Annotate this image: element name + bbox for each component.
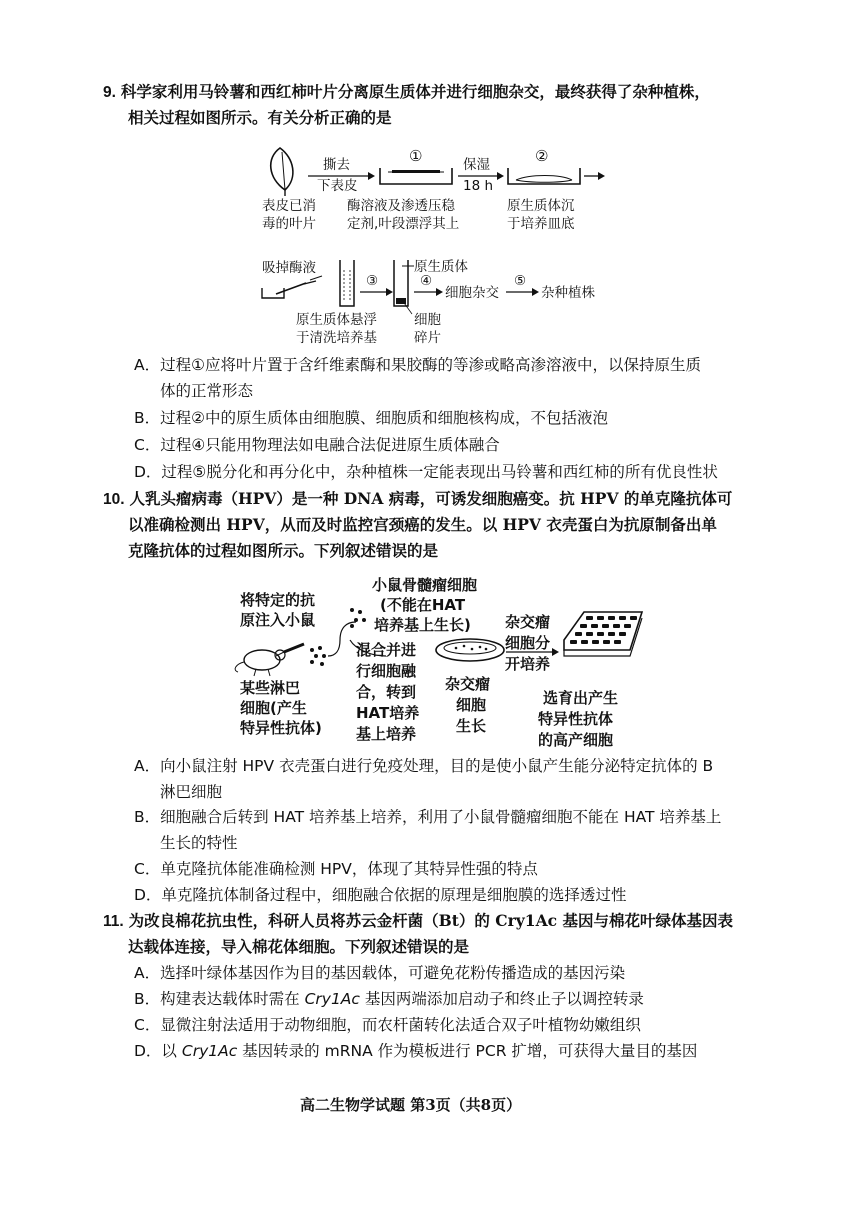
label-mix-4: HAT培养 <box>356 704 420 722</box>
q11-stem-line2: 达载体连接，导入棉花体细胞。下列叙述错误的是 <box>128 937 470 956</box>
label-lymph-3: 特异性抗体) <box>240 719 322 737</box>
label-select-1: 选育出产生 <box>543 689 619 707</box>
label-mix-2: 行细胞融 <box>356 662 417 680</box>
arrow2-bottom-label: 18 h <box>463 178 494 194</box>
myeloma-dots-icon <box>350 608 366 628</box>
label-sep-1: 杂交瘤 <box>505 613 551 631</box>
lymphocyte-dots-icon <box>310 646 326 666</box>
q11-option-d: D．以 Cry1Ac 基因转录的 mRNA 作为模板进行 PCR 扩增，可获得大量目的基因 <box>134 1042 698 1060</box>
label-float-2: 于清洗培养基 <box>296 330 377 346</box>
label-myeloma-2: (不能在HAT <box>380 596 466 614</box>
arrow2-top-label: 保湿 <box>463 157 490 173</box>
label-enzyme-1: 酶溶液及渗透压稳 <box>347 198 455 214</box>
q10-option-b-line1: B．细胞融合后转到 HAT 培养基上培养，利用了小鼠骨髓瘤细胞不能在 HAT 培养基上 <box>134 808 722 826</box>
label-myeloma-3: 培养基上生长) <box>374 616 471 634</box>
q9-number: 9. <box>103 84 116 101</box>
label-lymph-1: 某些淋巴 <box>240 679 301 697</box>
q10-option-a-line2: 淋巴细胞 <box>160 783 223 801</box>
label-leaf-2: 毒的叶片 <box>262 216 316 232</box>
label-hybrid-plant: 杂种植株 <box>541 285 595 301</box>
q11-option-c: C．显微注射法适用于动物细胞，而农杆菌转化法适合双子叶植物幼嫩组织 <box>134 1016 641 1034</box>
label-hybrid-1: 杂交瘤 <box>445 675 491 693</box>
q10-stem-line2: 以准确检测出 HPV，从而及时监控宫颈癌的发生。以 HPV 衣壳蛋白为抗原制备出单 <box>128 515 717 534</box>
label-sink-2: 于培养皿底 <box>507 216 575 232</box>
label-sink-1: 原生质体沉 <box>507 198 575 214</box>
circle-4-label: ④ <box>420 273 433 289</box>
circle-5-label: ⑤ <box>514 273 527 289</box>
q9-option-d: D．过程⑤脱分化和再分化中，杂种植株一定能表现出马铃薯和西红柿的所有优良性状 <box>134 463 718 481</box>
label-hybrid-3: 生长 <box>456 717 487 735</box>
label-fusion: 细胞杂交 <box>445 285 499 301</box>
mouse-icon <box>235 650 285 676</box>
q10-stem-line1: 10. 人乳头瘤病毒（HPV）是一种 DNA 病毒，可诱发细胞癌变。抗 HPV 的单克隆抗体可 <box>103 489 733 508</box>
q11-number: 11. <box>103 913 124 930</box>
q9-option-c: C．过程④只能用物理法如电融合法促进原生质体融合 <box>134 436 500 454</box>
petri-dish-icon <box>436 639 504 661</box>
q10-option-c: C．单克隆抗体能准确检测 HPV，体现了其特异性强的特点 <box>134 860 538 878</box>
q9-stem-line2: 相关过程如图所示。有关分析正确的是 <box>128 108 392 127</box>
label-myeloma-1: 小鼠骨髓瘤细胞 <box>372 576 478 594</box>
q10-stem-line3: 克隆抗体的过程如图所示。下列叙述错误的是 <box>128 541 439 560</box>
q10-option-a-line1: A．向小鼠注射 HPV 衣壳蛋白进行免疫处理，目的是使小鼠产生能分泌特定抗体的 B <box>134 757 714 775</box>
label-float-1: 原生质体悬浮 <box>296 312 377 328</box>
q11-stem-line1: 11. 为改良棉花抗虫性，科研人员将苏云金杆菌（Bt）的 Cry1Ac 基因与棉花叶绿体基因表 <box>103 911 733 930</box>
label-inject-2: 原注入小鼠 <box>240 611 316 629</box>
label-enzyme-2: 定剂,叶段漂浮其上 <box>347 216 460 232</box>
arrow1-top-label: 撕去 <box>323 157 350 173</box>
label-mix-3: 合，转到 <box>356 683 417 701</box>
q10-option-b-line2: 生长的特性 <box>160 834 238 852</box>
label-lymph-2: 细胞(产生 <box>240 699 307 717</box>
circle-2-label: ② <box>535 147 549 165</box>
label-suck-enzyme: 吸掉酶液 <box>262 260 316 276</box>
label-mix-5: 基上培养 <box>356 725 417 743</box>
label-select-3: 的高产细胞 <box>538 731 614 749</box>
label-inject-1: 将特定的抗 <box>240 591 316 609</box>
label-mix-1: 混合并进 <box>356 641 417 659</box>
label-hybrid-2: 细胞 <box>456 696 487 714</box>
circle-1-label: ① <box>409 147 423 165</box>
page-footer: 高二生物学试题 第3页（共8页） <box>300 1096 522 1114</box>
q11-option-b: B．构建表达载体时需在 Cry1Ac 基因两端添加启动子和终止子以调控转录 <box>134 990 644 1008</box>
q11-option-a: A．选择叶绿体基因作为目的基因载体，可避免花粉传播造成的基因污染 <box>134 964 626 982</box>
q9-option-b: B．过程②中的原生质体由细胞膜、细胞质和细胞核构成，不包括液泡 <box>134 409 609 427</box>
label-debris-1: 细胞 <box>414 312 441 328</box>
arrow1-bottom-label: 下表皮 <box>317 178 358 194</box>
label-debris-2: 碎片 <box>414 330 441 346</box>
q10-number: 10. <box>103 491 125 508</box>
well-plate-icon <box>564 612 642 656</box>
q9-option-a-line2: 体的正常形态 <box>160 382 254 400</box>
q10-option-d: D．单克隆抗体制备过程中，细胞融合依据的原理是细胞膜的选择透过性 <box>134 886 627 904</box>
label-select-2: 特异性抗体 <box>538 710 614 728</box>
circle-3-label: ③ <box>366 273 379 289</box>
label-sep-2: 细胞分 <box>505 634 551 652</box>
q9-stem-line1: 9. 科学家利用马铃薯和西红柿叶片分离原生质体并进行细胞杂交，最终获得了杂种植株， <box>103 82 710 101</box>
q9-option-a-line1: A．过程①应将叶片置于含纤维素酶和果胶酶的等渗或略高渗溶液中，以保持原生质 <box>134 356 702 374</box>
label-leaf-1: 表皮已消 <box>262 198 316 214</box>
gene-name: Cry1Ac <box>304 990 360 1008</box>
label-protoplast: 原生质体 <box>414 259 468 275</box>
gene-name: Cry1Ac <box>181 1042 238 1060</box>
label-sep-3: 开培养 <box>505 655 551 673</box>
